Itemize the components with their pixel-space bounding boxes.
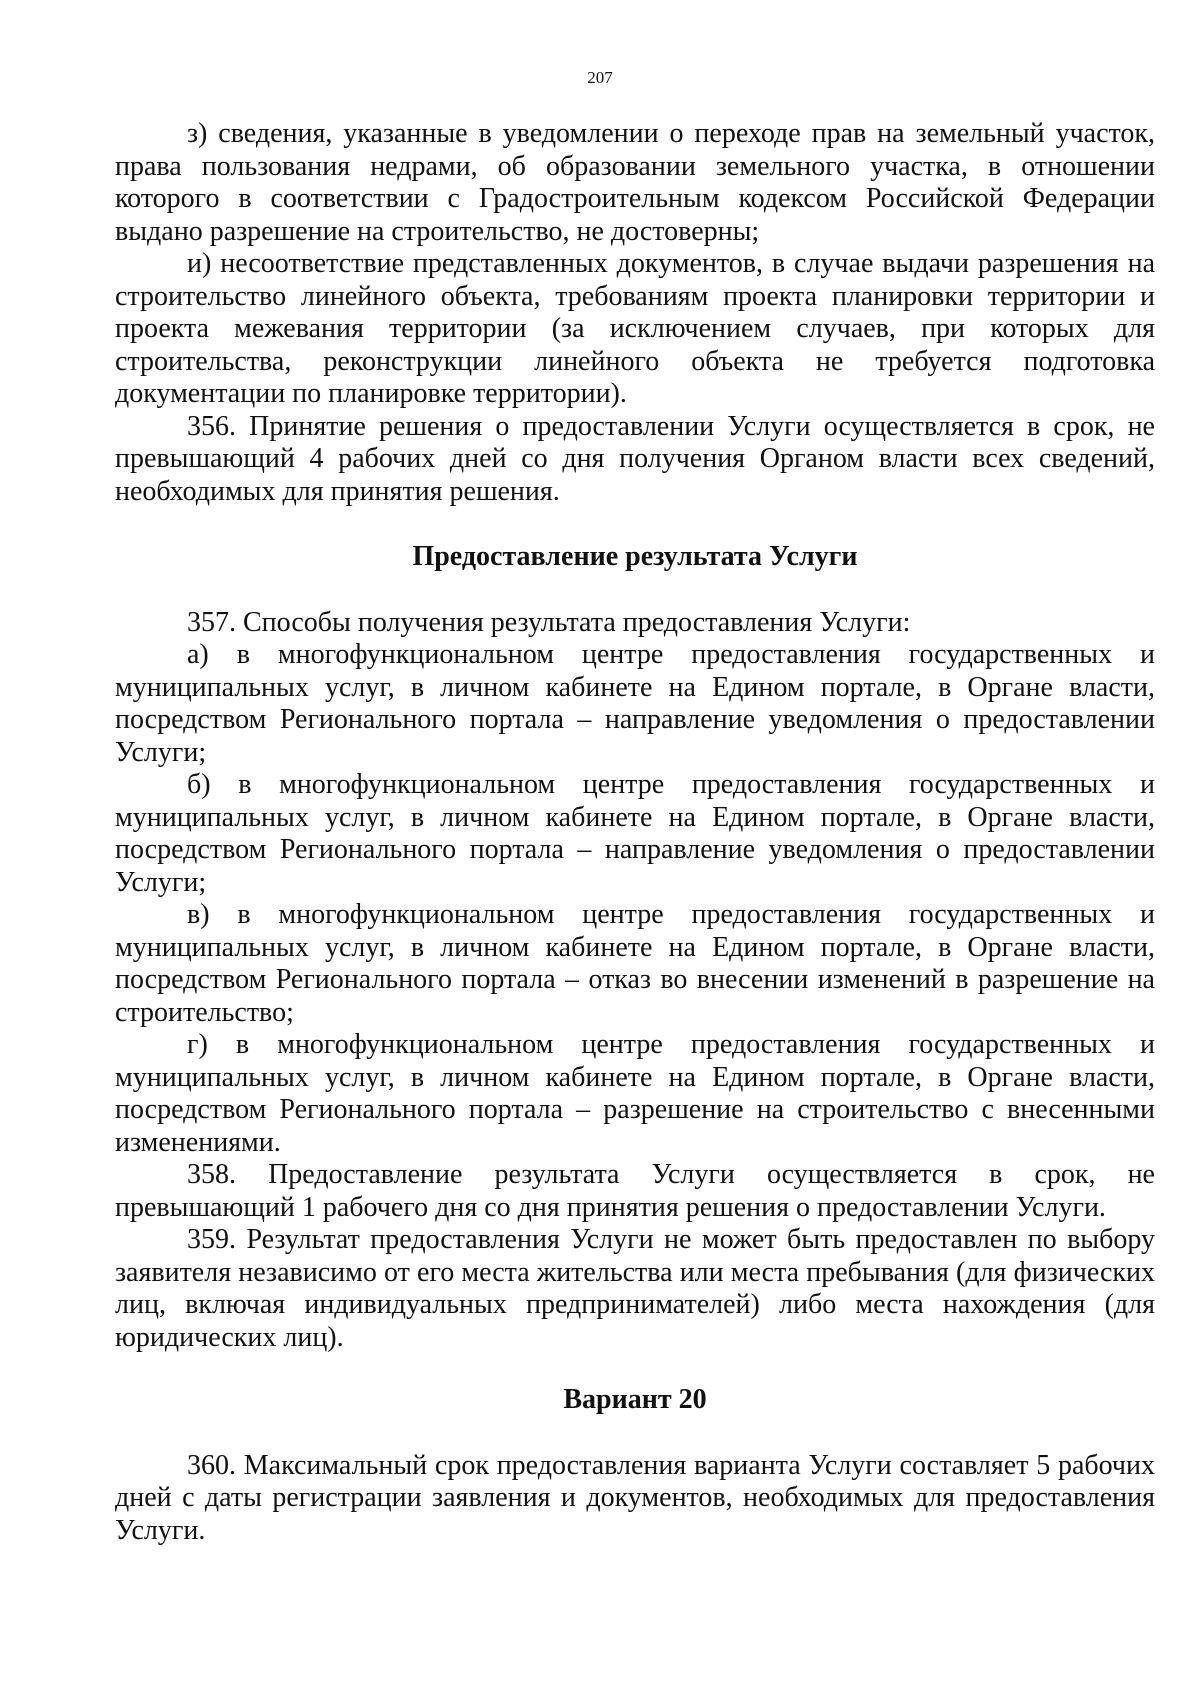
page-number: 207: [587, 68, 613, 87]
paragraph-359: 359. Результат предоставления Услуги не может быть предоставлен по выбору заявителя независимо от его места жительства или места пребывания (для физических лиц, включая индивидуальных предпринимателей) либо места нахождения (для юридических лиц).: [115, 1224, 1155, 1353]
paragraph-358: 358. Предоставление результата Услуги осуществляется в срок, не превышающий 1 рабочего дня со дня принятия решения о предоставлении Услуги.: [115, 1159, 1155, 1223]
paragraph-item-a: а) в многофункциональном центре предоставления государственных и муниципальных услуг, в личном кабинете на Едином портале, в Органе власти, посредством Регионального портала – направление уведомления о предоставлении Услуги;: [115, 639, 1155, 768]
paragraph-item-b: б) в многофункциональном центре предоставления государственных и муниципальных услуг, в личном кабинете на Едином портале, в Органе власти, посредством Регионального портала – направление уведомления о предоставлении Услуги;: [115, 769, 1155, 898]
document-body: [115, 118, 1155, 1547]
paragraph-item-z: з) сведения, указанные в уведомлении о переходе прав на земельный участок, права пользования недрами, об образовании земельного участка, в отношении которого в соответствии с Градостроительным кодексом Российской Федерации выдано разрешение на строительство, не достоверны;: [115, 118, 1155, 247]
section-heading-result: Предоставление результата Услуги: [412, 541, 858, 572]
paragraph-357: 357. Способы получения результата предоставления Услуги:: [187, 606, 911, 638]
paragraph-356: 356. Принятие решения о предоставлении Услуги осуществляется в срок, не превышающий 4 рабочих дней со дня получения Органом власти всех сведений, необходимых для принятия решения.: [115, 410, 1155, 507]
paragraph-360: 360. Максимальный срок предоставления варианта Услуги составляет 5 рабочих дней с даты регистрации заявления и документов, необходимых для предоставления Услуги.: [115, 1449, 1155, 1546]
paragraph-item-v: в) в многофункциональном центре предоставления государственных и муниципальных услуг, в личном кабинете на Едином портале, в Органе власти, посредством Регионального портала – отказ во внесении изменений в разрешение на строительство;: [115, 899, 1155, 1028]
paragraph-item-i: и) несоответствие представленных документов, в случае выдачи разрешения на строительство линейного объекта, требованиям проекта планировки территории и проекта межевания территории (за исключением случаев, при которых для строительства, реконструкции линейного объекта не требуется подготовка документации по планировке территории).: [115, 248, 1155, 409]
section-heading-variant: Вариант 20: [563, 1384, 707, 1415]
paragraph-item-g: г) в многофункциональном центре предоставления государственных и муниципальных услуг, в личном кабинете на Едином портале, в Органе власти, посредством Регионального портала – разрешение на строительство с внесенными изменениями.: [115, 1029, 1155, 1158]
